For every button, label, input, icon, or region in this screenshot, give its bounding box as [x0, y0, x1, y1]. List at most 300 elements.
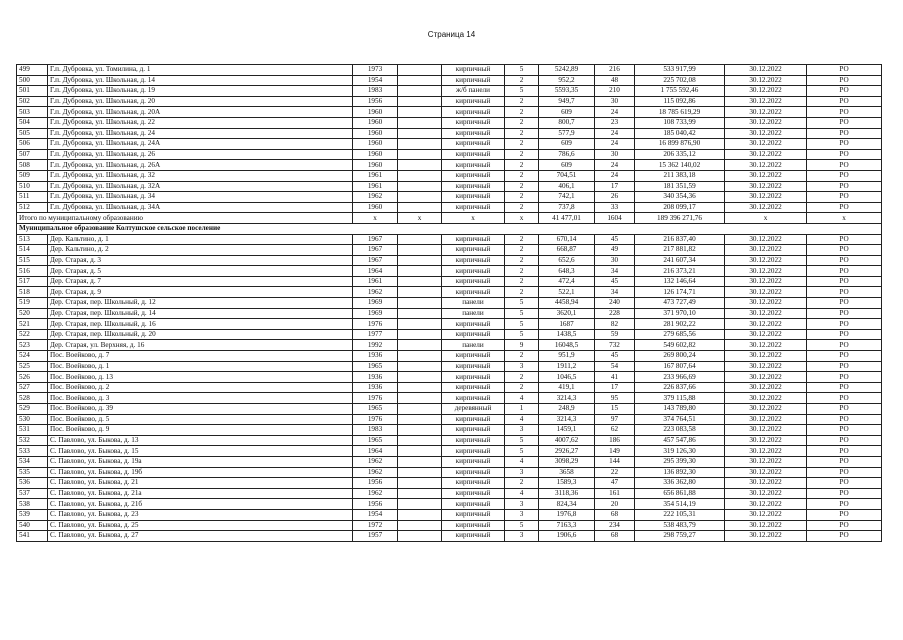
cell-program-code: РО: [807, 520, 882, 531]
cell-address: Пос. Воейково, д. 7: [48, 351, 353, 362]
cell-area: 824,34: [539, 499, 595, 510]
table-row: [17, 308, 882, 319]
cell-residents: 186: [595, 435, 635, 446]
cell-amount: 269 800,24: [635, 351, 725, 362]
table-row: [17, 520, 882, 531]
cell-blank-column: [398, 202, 442, 213]
cell-date: 30.12.2022: [725, 298, 807, 309]
cell-year-built: 1972: [353, 520, 398, 531]
cell-year-built: 1960: [353, 107, 398, 118]
cell-residents: 30: [595, 255, 635, 266]
cell-address: Дер. Старая, д. 3: [48, 255, 353, 266]
cell-address: Пос. Воейково, д. 13: [48, 372, 353, 383]
table-row: [17, 456, 882, 467]
cell-floors: 4: [505, 456, 539, 467]
cell-row-number: 506: [17, 139, 48, 150]
cell-blank-column: [398, 351, 442, 362]
cell-blank-column: [398, 446, 442, 457]
cell-year-built: 1962: [353, 287, 398, 298]
cell-blank-column: [398, 531, 442, 542]
cell-year-built: 1960: [353, 202, 398, 213]
table-row: [17, 372, 882, 383]
cell-area: 648,3: [539, 266, 595, 277]
cell-wall-material: панели: [442, 308, 505, 319]
cell-residents: 49: [595, 245, 635, 256]
cell-year-built: 1983: [353, 86, 398, 97]
table-row: [17, 139, 882, 150]
cell-wall-material: кирпичный: [442, 128, 505, 139]
cell-amount: 211 383,18: [635, 170, 725, 181]
cell-wall-material: кирпичный: [442, 107, 505, 118]
cell-address: Г.п. Дубровка, ул. Школьная, д. 26: [48, 149, 353, 160]
cell-wall-material: кирпичный: [442, 319, 505, 330]
cell-row-number: 531: [17, 425, 48, 436]
cell-blank-column: [398, 86, 442, 97]
cell-year-built: 1973: [353, 65, 398, 76]
cell-address: С. Павлово, ул. Быкова, д. 15: [48, 446, 353, 457]
cell-wall-material: кирпичный: [442, 266, 505, 277]
cell-floors: 5: [505, 435, 539, 446]
cell-date: 30.12.2022: [725, 96, 807, 107]
cell-program-code: РО: [807, 382, 882, 393]
cell-date: 30.12.2022: [725, 351, 807, 362]
cell-date: 30.12.2022: [725, 520, 807, 531]
cell-area: 737,8: [539, 202, 595, 213]
cell-amount: 533 917,99: [635, 65, 725, 76]
cell-blank-column: [398, 181, 442, 192]
cell-blank-column: [398, 96, 442, 107]
cell-date: 30.12.2022: [725, 160, 807, 171]
cell-blank-column: [398, 245, 442, 256]
cell-date: 30.12.2022: [725, 202, 807, 213]
cell-wall-material: кирпичный: [442, 245, 505, 256]
cell-area: 800,7: [539, 117, 595, 128]
total-cell: x: [398, 213, 442, 224]
cell-year-built: 1967: [353, 245, 398, 256]
cell-address: Г.п. Дубровка, ул. Школьная, д. 24А: [48, 139, 353, 150]
cell-residents: 20: [595, 499, 635, 510]
cell-floors: 5: [505, 319, 539, 330]
cell-program-code: РО: [807, 499, 882, 510]
cell-address: Г.п. Дубровка, ул. Школьная, д. 24: [48, 128, 353, 139]
cell-floors: 2: [505, 287, 539, 298]
table-row: [17, 117, 882, 128]
cell-amount: 18 785 619,29: [635, 107, 725, 118]
cell-address: С. Павлово, ул. Быкова, д. 21б: [48, 499, 353, 510]
cell-amount: 538 483,79: [635, 520, 725, 531]
cell-date: 30.12.2022: [725, 128, 807, 139]
housing-table: [16, 64, 882, 542]
cell-year-built: 1969: [353, 308, 398, 319]
cell-floors: 2: [505, 382, 539, 393]
housing-table-container: [16, 64, 882, 542]
cell-wall-material: кирпичный: [442, 75, 505, 86]
cell-date: 30.12.2022: [725, 65, 807, 76]
cell-program-code: РО: [807, 446, 882, 457]
cell-residents: 24: [595, 160, 635, 171]
cell-amount: 16 899 876,90: [635, 139, 725, 150]
cell-blank-column: [398, 467, 442, 478]
total-cell: x: [442, 213, 505, 224]
cell-address: С. Павлово, ул. Быкова, д. 19б: [48, 467, 353, 478]
cell-residents: 48: [595, 75, 635, 86]
cell-address: Г.п. Дубровка, ул. Школьная, д. 26А: [48, 160, 353, 171]
cell-wall-material: кирпичный: [442, 287, 505, 298]
cell-floors: 2: [505, 372, 539, 383]
cell-amount: 233 966,69: [635, 372, 725, 383]
cell-year-built: 1976: [353, 319, 398, 330]
cell-row-number: 537: [17, 488, 48, 499]
cell-residents: 59: [595, 329, 635, 340]
cell-floors: 2: [505, 107, 539, 118]
cell-blank-column: [398, 329, 442, 340]
cell-year-built: 1992: [353, 340, 398, 351]
cell-address: Пос. Воейково, д. 3: [48, 393, 353, 404]
cell-floors: 2: [505, 170, 539, 181]
cell-row-number: 501: [17, 86, 48, 97]
cell-year-built: 1956: [353, 96, 398, 107]
cell-address: Пос. Воейково, д. 39: [48, 404, 353, 415]
cell-row-number: 538: [17, 499, 48, 510]
table-row: [17, 509, 882, 520]
cell-blank-column: [398, 382, 442, 393]
cell-date: 30.12.2022: [725, 255, 807, 266]
table-row: [17, 287, 882, 298]
cell-address: Пос. Воейково, д. 1: [48, 361, 353, 372]
cell-date: 30.12.2022: [725, 478, 807, 489]
cell-wall-material: панели: [442, 298, 505, 309]
cell-residents: 210: [595, 86, 635, 97]
cell-area: 1459,1: [539, 425, 595, 436]
cell-address: С. Павлово, ул. Быкова, д. 27: [48, 531, 353, 542]
cell-area: 668,87: [539, 245, 595, 256]
cell-program-code: РО: [807, 361, 882, 372]
cell-program-code: РО: [807, 149, 882, 160]
cell-area: 3214,3: [539, 414, 595, 425]
cell-year-built: 1976: [353, 414, 398, 425]
cell-amount: 473 727,49: [635, 298, 725, 309]
cell-blank-column: [398, 478, 442, 489]
cell-blank-column: [398, 520, 442, 531]
cell-wall-material: кирпичный: [442, 181, 505, 192]
cell-program-code: РО: [807, 329, 882, 340]
cell-amount: 379 115,88: [635, 393, 725, 404]
cell-date: 30.12.2022: [725, 435, 807, 446]
cell-wall-material: кирпичный: [442, 149, 505, 160]
total-cell: 41 477,01: [539, 213, 595, 224]
cell-year-built: 1954: [353, 75, 398, 86]
cell-blank-column: [398, 340, 442, 351]
cell-area: 670,14: [539, 234, 595, 245]
cell-year-built: 1956: [353, 499, 398, 510]
table-row: [17, 255, 882, 266]
cell-blank-column: [398, 456, 442, 467]
cell-residents: 24: [595, 107, 635, 118]
cell-date: 30.12.2022: [725, 531, 807, 542]
cell-amount: 185 040,42: [635, 128, 725, 139]
cell-wall-material: кирпичный: [442, 488, 505, 499]
cell-date: 30.12.2022: [725, 372, 807, 383]
table-row: [17, 435, 882, 446]
table-row: [17, 361, 882, 372]
cell-residents: 234: [595, 520, 635, 531]
section-header-row: [17, 223, 882, 234]
cell-program-code: РО: [807, 181, 882, 192]
cell-address: С. Павлово, ул. Быкова, д. 19а: [48, 456, 353, 467]
cell-row-number: 514: [17, 245, 48, 256]
cell-date: 30.12.2022: [725, 329, 807, 340]
cell-year-built: 1962: [353, 467, 398, 478]
cell-amount: 222 105,31: [635, 509, 725, 520]
cell-floors: 3: [505, 425, 539, 436]
cell-area: 609: [539, 139, 595, 150]
cell-program-code: РО: [807, 351, 882, 362]
cell-area: 1976,8: [539, 509, 595, 520]
cell-date: 30.12.2022: [725, 245, 807, 256]
cell-year-built: 1960: [353, 128, 398, 139]
table-row: [17, 425, 882, 436]
cell-amount: 216 837,40: [635, 234, 725, 245]
cell-blank-column: [398, 139, 442, 150]
cell-year-built: 1961: [353, 170, 398, 181]
cell-year-built: 1962: [353, 488, 398, 499]
cell-amount: 298 759,27: [635, 531, 725, 542]
cell-address: Г.п. Дубровка, ул. Томилина, д. 1: [48, 65, 353, 76]
cell-row-number: 500: [17, 75, 48, 86]
cell-wall-material: кирпичный: [442, 361, 505, 372]
total-cell: x: [807, 213, 882, 224]
table-row: [17, 319, 882, 330]
table-row: [17, 107, 882, 118]
cell-address: Г.п. Дубровка, ул. Школьная, д. 14: [48, 75, 353, 86]
cell-floors: 4: [505, 488, 539, 499]
cell-amount: 549 602,82: [635, 340, 725, 351]
cell-program-code: РО: [807, 266, 882, 277]
cell-floors: 5: [505, 65, 539, 76]
cell-address: Г.п. Дубровка, ул. Школьная, д. 32: [48, 170, 353, 181]
cell-row-number: 516: [17, 266, 48, 277]
cell-date: 30.12.2022: [725, 488, 807, 499]
cell-address: Дер. Старая, пер. Школьный, д. 16: [48, 319, 353, 330]
cell-address: Пос. Воейково, д. 9: [48, 425, 353, 436]
table-row: [17, 266, 882, 277]
cell-residents: 68: [595, 531, 635, 542]
table-row: [17, 404, 882, 415]
table-row: [17, 128, 882, 139]
cell-program-code: РО: [807, 202, 882, 213]
table-row: [17, 446, 882, 457]
cell-date: 30.12.2022: [725, 86, 807, 97]
cell-amount: 126 174,71: [635, 287, 725, 298]
cell-area: 3098,29: [539, 456, 595, 467]
cell-row-number: 536: [17, 478, 48, 489]
cell-row-number: 504: [17, 117, 48, 128]
cell-row-number: 522: [17, 329, 48, 340]
cell-residents: 732: [595, 340, 635, 351]
cell-amount: 223 083,58: [635, 425, 725, 436]
cell-year-built: 1961: [353, 181, 398, 192]
cell-year-built: 1967: [353, 255, 398, 266]
cell-year-built: 1969: [353, 298, 398, 309]
cell-date: 30.12.2022: [725, 75, 807, 86]
cell-year-built: 1964: [353, 446, 398, 457]
cell-year-built: 1960: [353, 160, 398, 171]
cell-blank-column: [398, 107, 442, 118]
cell-wall-material: кирпичный: [442, 255, 505, 266]
cell-area: 652,6: [539, 255, 595, 266]
cell-year-built: 1957: [353, 531, 398, 542]
cell-row-number: 502: [17, 96, 48, 107]
cell-amount: 295 399,30: [635, 456, 725, 467]
cell-amount: 279 685,56: [635, 329, 725, 340]
cell-program-code: РО: [807, 372, 882, 383]
cell-year-built: 1962: [353, 456, 398, 467]
cell-date: 30.12.2022: [725, 425, 807, 436]
cell-row-number: 508: [17, 160, 48, 171]
cell-program-code: РО: [807, 245, 882, 256]
cell-year-built: 1983: [353, 425, 398, 436]
cell-address: Дер. Старая, пер. Школьный, д. 12: [48, 298, 353, 309]
cell-row-number: 530: [17, 414, 48, 425]
cell-wall-material: кирпичный: [442, 192, 505, 203]
cell-wall-material: кирпичный: [442, 65, 505, 76]
cell-date: 30.12.2022: [725, 499, 807, 510]
cell-wall-material: панели: [442, 340, 505, 351]
cell-floors: 4: [505, 414, 539, 425]
cell-address: Пос. Воейково, д. 2: [48, 382, 353, 393]
cell-year-built: 1965: [353, 361, 398, 372]
page-header: Страница 14: [427, 30, 476, 39]
cell-row-number: 534: [17, 456, 48, 467]
cell-area: 1906,6: [539, 531, 595, 542]
cell-date: 30.12.2022: [725, 382, 807, 393]
cell-amount: 225 702,08: [635, 75, 725, 86]
cell-blank-column: [398, 117, 442, 128]
cell-floors: 3: [505, 361, 539, 372]
cell-residents: 26: [595, 192, 635, 203]
cell-row-number: 535: [17, 467, 48, 478]
cell-floors: 2: [505, 139, 539, 150]
cell-floors: 2: [505, 276, 539, 287]
cell-floors: 2: [505, 96, 539, 107]
cell-residents: 82: [595, 319, 635, 330]
cell-floors: 2: [505, 192, 539, 203]
cell-floors: 2: [505, 266, 539, 277]
cell-amount: 132 146,64: [635, 276, 725, 287]
cell-amount: 167 807,64: [635, 361, 725, 372]
cell-wall-material: кирпичный: [442, 382, 505, 393]
table-row: [17, 467, 882, 478]
cell-blank-column: [398, 255, 442, 266]
cell-area: 3118,36: [539, 488, 595, 499]
cell-residents: 45: [595, 234, 635, 245]
cell-residents: 17: [595, 382, 635, 393]
cell-row-number: 509: [17, 170, 48, 181]
cell-year-built: 1967: [353, 234, 398, 245]
cell-area: 951,9: [539, 351, 595, 362]
cell-area: 472,4: [539, 276, 595, 287]
cell-blank-column: [398, 393, 442, 404]
cell-program-code: РО: [807, 414, 882, 425]
cell-residents: 24: [595, 170, 635, 181]
cell-date: 30.12.2022: [725, 139, 807, 150]
total-cell: x: [725, 213, 807, 224]
cell-year-built: 1977: [353, 329, 398, 340]
cell-program-code: РО: [807, 509, 882, 520]
cell-wall-material: кирпичный: [442, 170, 505, 181]
cell-address: Дер. Старая, пер. Школьный, д. 14: [48, 308, 353, 319]
cell-wall-material: кирпичный: [442, 446, 505, 457]
cell-row-number: 539: [17, 509, 48, 520]
cell-wall-material: кирпичный: [442, 393, 505, 404]
cell-program-code: РО: [807, 160, 882, 171]
table-row: [17, 96, 882, 107]
table-row: [17, 382, 882, 393]
cell-floors: 2: [505, 245, 539, 256]
cell-wall-material: кирпичный: [442, 96, 505, 107]
cell-wall-material: кирпичный: [442, 414, 505, 425]
cell-program-code: РО: [807, 255, 882, 266]
cell-amount: 15 362 140,02: [635, 160, 725, 171]
cell-floors: 5: [505, 298, 539, 309]
cell-blank-column: [398, 435, 442, 446]
cell-program-code: РО: [807, 456, 882, 467]
cell-wall-material: кирпичный: [442, 456, 505, 467]
cell-area: 4007,62: [539, 435, 595, 446]
cell-address: Г.п. Дубровка, ул. Школьная, д. 34: [48, 192, 353, 203]
cell-residents: 23: [595, 117, 635, 128]
cell-program-code: РО: [807, 531, 882, 542]
cell-program-code: РО: [807, 139, 882, 150]
cell-date: 30.12.2022: [725, 446, 807, 457]
cell-address: Г.п. Дубровка, ул. Школьная, д. 32А: [48, 181, 353, 192]
cell-wall-material: кирпичный: [442, 276, 505, 287]
cell-date: 30.12.2022: [725, 107, 807, 118]
cell-floors: 2: [505, 202, 539, 213]
cell-program-code: РО: [807, 117, 882, 128]
cell-wall-material: кирпичный: [442, 160, 505, 171]
cell-row-number: 513: [17, 234, 48, 245]
cell-blank-column: [398, 192, 442, 203]
cell-program-code: РО: [807, 234, 882, 245]
cell-program-code: РО: [807, 488, 882, 499]
cell-program-code: РО: [807, 86, 882, 97]
cell-year-built: 1936: [353, 372, 398, 383]
cell-row-number: 511: [17, 192, 48, 203]
cell-floors: 1: [505, 404, 539, 415]
cell-date: 30.12.2022: [725, 192, 807, 203]
cell-blank-column: [398, 372, 442, 383]
cell-amount: 336 362,80: [635, 478, 725, 489]
cell-row-number: 499: [17, 65, 48, 76]
cell-floors: 9: [505, 340, 539, 351]
cell-area: 406,1: [539, 181, 595, 192]
cell-year-built: 1954: [353, 509, 398, 520]
cell-address: С. Павлово, ул. Быкова, д. 25: [48, 520, 353, 531]
cell-address: С. Павлово, ул. Быкова, д. 21а: [48, 488, 353, 499]
table-row: [17, 414, 882, 425]
cell-area: 952,2: [539, 75, 595, 86]
table-row: [17, 170, 882, 181]
cell-blank-column: [398, 149, 442, 160]
cell-wall-material: кирпичный: [442, 478, 505, 489]
cell-address: Дер. Старая, д. 5: [48, 266, 353, 277]
cell-area: 3658: [539, 467, 595, 478]
cell-row-number: 533: [17, 446, 48, 457]
cell-area: 2926,27: [539, 446, 595, 457]
cell-area: 3620,1: [539, 308, 595, 319]
cell-date: 30.12.2022: [725, 467, 807, 478]
